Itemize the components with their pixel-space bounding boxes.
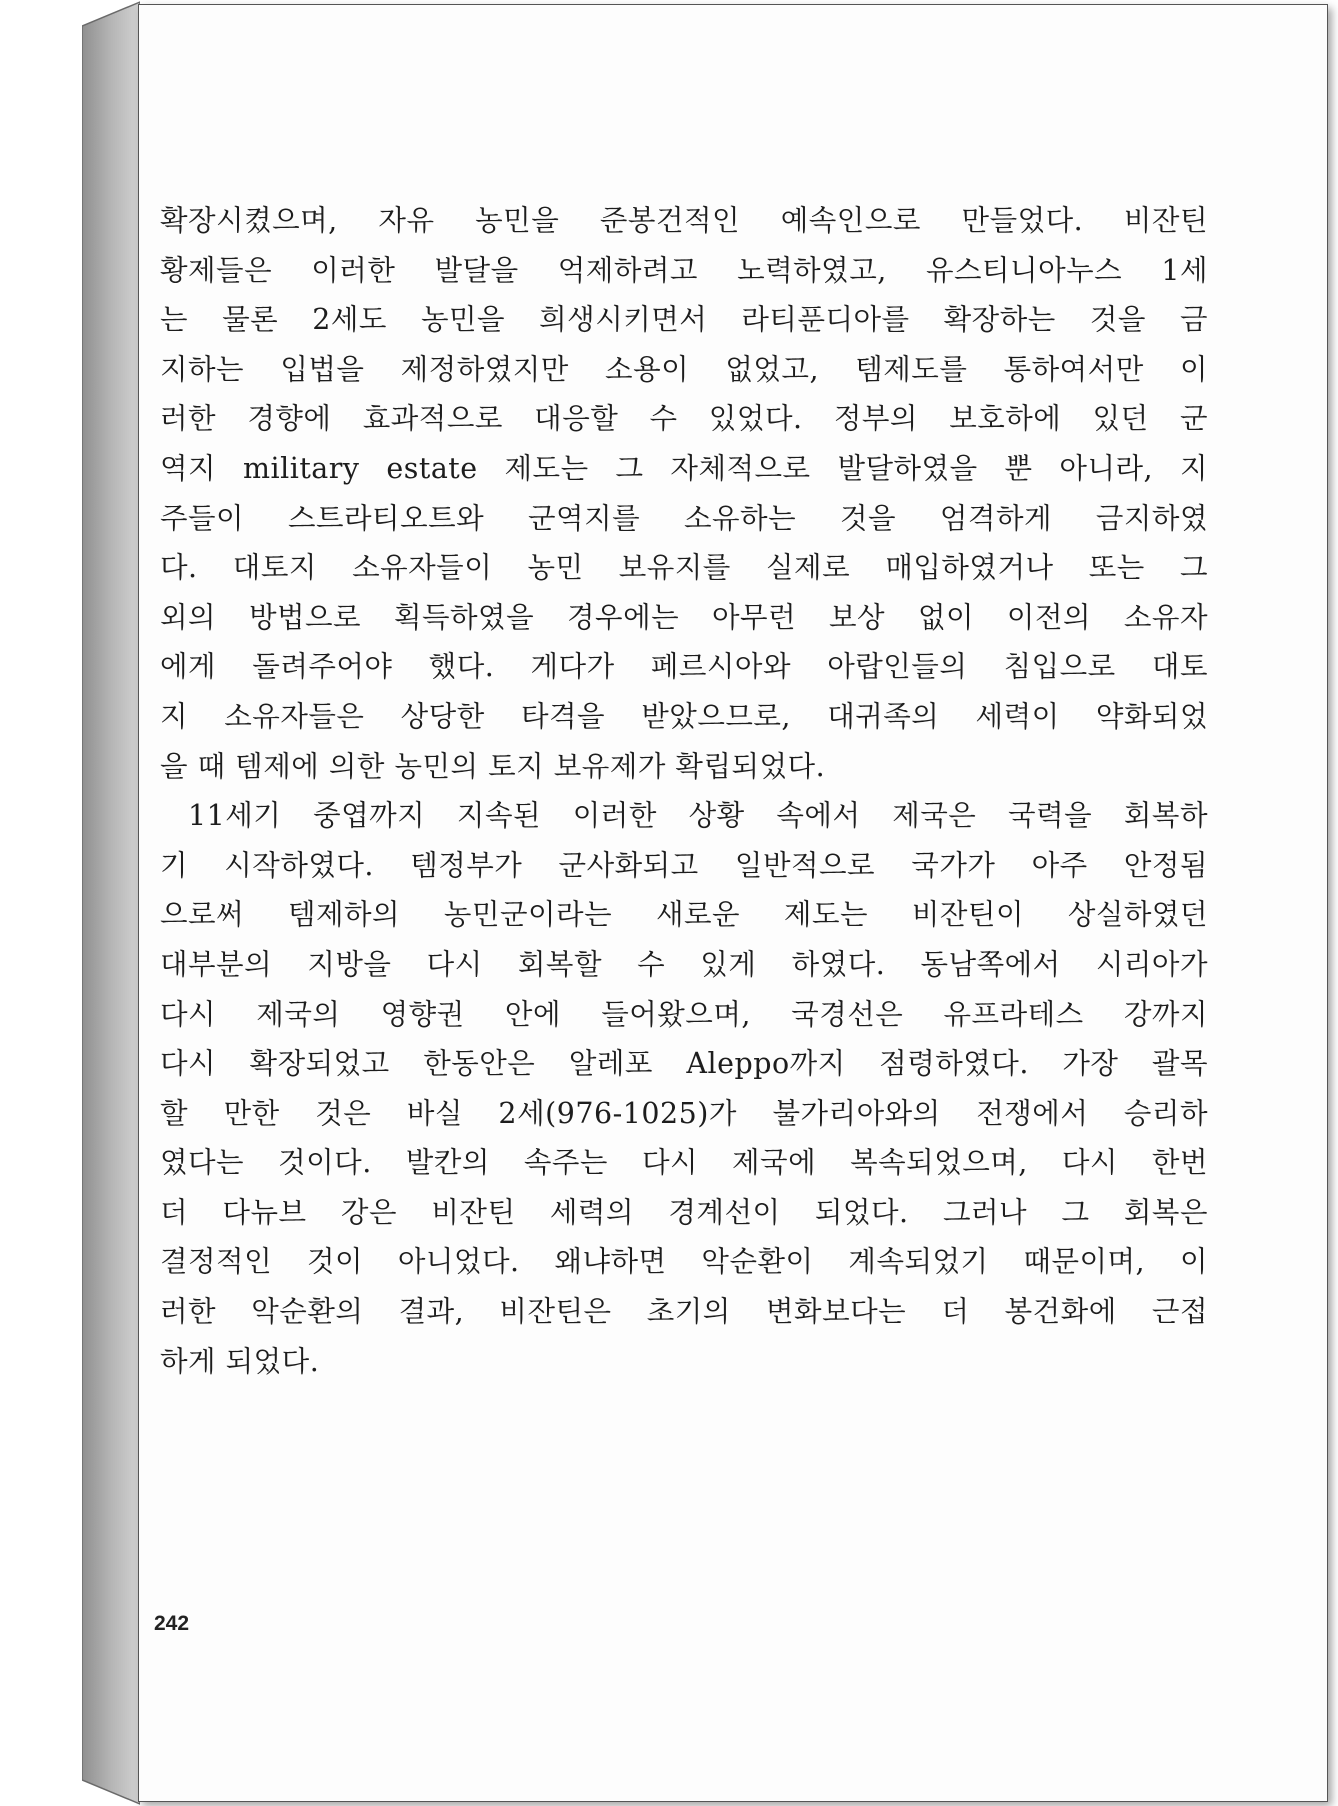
- text-line: 하게 되었다.: [160, 1344, 320, 1378]
- text-line: 주들이 스트라티오트와 군역지를 소유하는 것을 엄격하게 금지하였: [160, 501, 1208, 535]
- page-number: 242: [154, 1612, 190, 1635]
- text-line: 결정적인 것이 아니었다. 왜냐하면 악순환이 계속되었기 때문이며, 이: [160, 1245, 1208, 1279]
- text-line: 을 때 템제에 의한 농민의 토지 보유제가 확립되었다.: [160, 749, 826, 783]
- text-line: 였다는 것이다. 발칸의 속주는 다시 제국에 복속되었으며, 다시 한번: [160, 1146, 1208, 1180]
- text-line: 역지 military estate 제도는 그 자체적으로 발달하였을 뿐 아니라, 지: [160, 451, 1208, 485]
- text-line: 에게 돌려주어야 했다. 게다가 페르시아와 아랍인들의 침입으로 대토: [160, 650, 1208, 684]
- text-line: 는 물론 2세도 농민을 희생시키면서 라티푼디아를 확장하는 것을 금: [160, 303, 1208, 337]
- paragraph-2: [160, 791, 1208, 1386]
- text-line: 다시 제국의 영향권 안에 들어왔으며, 국경선은 유프라테스 강까지: [160, 997, 1208, 1031]
- text-line: 다. 대토지 소유자들이 농민 보유지를 실제로 매입하였거나 또는 그: [160, 551, 1208, 585]
- text-line: 기 시작하였다. 템정부가 군사화되고 일반적으로 국가가 아주 안정됨: [160, 848, 1208, 882]
- text-line: 지 소유자들은 상당한 타격을 받았으므로, 대귀족의 세력이 약화되었: [160, 699, 1208, 733]
- paragraph-1: [160, 196, 1208, 791]
- text-line: 지하는 입법을 제정하였지만 소용이 없었고, 템제도를 통하여서만 이: [160, 352, 1208, 386]
- text-line: 11세기 중엽까지 지속된 이러한 상황 속에서 제국은 국력을 회복하: [188, 799, 1208, 833]
- page-body-text: [160, 196, 1208, 1386]
- text-line: 으로써 템제하의 농민군이라는 새로운 제도는 비잔틴이 상실하였던: [160, 898, 1208, 932]
- text-line: 대부분의 지방을 다시 회복할 수 있게 하였다. 동남쪽에서 시리아가: [160, 947, 1208, 981]
- text-line: 할 만한 것은 바실 2세(976-1025)가 불가리아와의 전쟁에서 승리하: [160, 1096, 1208, 1130]
- book-spine: [82, 0, 140, 1806]
- text-line: 황제들은 이러한 발달을 억제하려고 노력하였고, 유스티니아누스 1세: [160, 253, 1208, 287]
- text-line: 외의 방법으로 획득하였을 경우에는 아무런 보상 없이 이전의 소유자: [160, 600, 1208, 634]
- text-line: 러한 악순환의 결과, 비잔틴은 초기의 변화보다는 더 봉건화에 근접: [160, 1295, 1208, 1329]
- text-line: 러한 경향에 효과적으로 대응할 수 있었다. 정부의 보호하에 있던 군: [160, 402, 1208, 436]
- text-line: 확장시켰으며, 자유 농민을 준봉건적인 예속인으로 만들었다. 비잔틴: [160, 204, 1208, 237]
- text-line: 더 다뉴브 강은 비잔틴 세력의 경계선이 되었다. 그러나 그 회복은: [160, 1195, 1208, 1229]
- text-line: 다시 확장되었고 한동안은 알레포 Aleppo까지 점령하였다. 가장 괄목: [160, 1047, 1208, 1081]
